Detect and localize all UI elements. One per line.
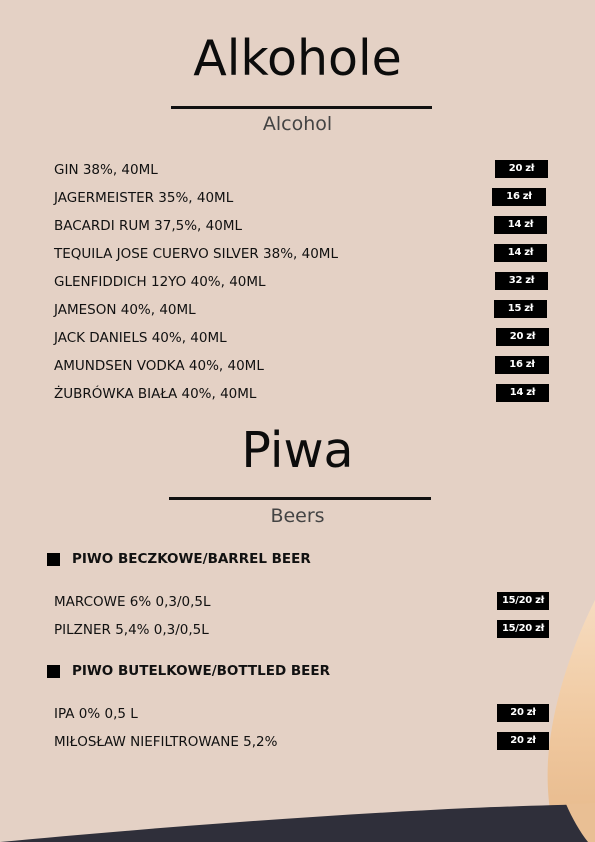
list-item [54, 272, 554, 292]
item-name: GLENFIDDICH 12YO 40%, 40ML [54, 274, 266, 290]
price-tag: 20 zł [495, 160, 548, 178]
list-item [54, 592, 554, 612]
price-tag: 20 zł [496, 328, 549, 346]
price-tag: 16 zł [495, 356, 549, 374]
dark-wave-shape [0, 804, 595, 842]
alcohol-subtitle: Alcohol [262, 113, 333, 135]
list-item [54, 160, 554, 180]
price-tag: 14 zł [496, 384, 549, 402]
price-tag: 16 zł [492, 188, 546, 206]
price-tag: 32 zł [495, 272, 548, 290]
item-name: JAGERMEISTER 35%, 40ML [54, 190, 234, 206]
square-bullet-icon [47, 553, 60, 566]
price-tag: 20 zł [497, 732, 549, 750]
list-item [54, 732, 554, 752]
beers-title-rule [169, 497, 431, 500]
beers-title: Piwa [241, 422, 354, 479]
bottled-beer-heading-text: PIWO BUTELKOWE/BOTTLED BEER [72, 663, 330, 679]
list-item [54, 244, 554, 264]
alcohol-title: Alkohole [193, 30, 402, 87]
list-item [54, 216, 554, 236]
square-bullet-icon [47, 665, 60, 678]
list-item [54, 704, 554, 724]
list-item [54, 300, 554, 320]
item-name: GIN 38%, 40ML [54, 162, 158, 178]
price-tag: 15/20 zł [497, 592, 549, 610]
item-name: BACARDI RUM 37,5%, 40ML [54, 218, 242, 234]
list-item [54, 620, 554, 640]
item-name: ŻUBRÓWKA BIAŁA 40%, 40ML [54, 386, 257, 402]
price-tag: 14 zł [494, 216, 547, 234]
item-name: JACK DANIELS 40%, 40ML [54, 330, 227, 346]
price-tag: 20 zł [497, 704, 549, 722]
item-name: PILZNER 5,4% 0,3/0,5L [54, 622, 209, 638]
item-name: TEQUILA JOSE CUERVO SILVER 38%, 40ML [54, 246, 338, 262]
list-item [54, 356, 554, 376]
item-name: JAMESON 40%, 40ML [54, 302, 196, 318]
alcohol-title-rule [171, 106, 432, 109]
list-item [54, 384, 554, 404]
price-tag: 15/20 zł [497, 620, 549, 638]
price-tag: 14 zł [494, 244, 547, 262]
item-name: AMUNDSEN VODKA 40%, 40ML [54, 358, 264, 374]
item-name: MARCOWE 6% 0,3/0,5L [54, 594, 211, 610]
list-item [54, 328, 554, 348]
beers-subtitle: Beers [270, 505, 325, 527]
barrel-beer-heading-text: PIWO BECZKOWE/BARREL BEER [72, 551, 311, 567]
price-tag: 15 zł [494, 300, 547, 318]
item-name: MIŁOSŁAW NIEFILTROWANE 5,2% [54, 734, 278, 750]
list-item [54, 188, 554, 208]
item-name: IPA 0% 0,5 L [54, 706, 138, 722]
